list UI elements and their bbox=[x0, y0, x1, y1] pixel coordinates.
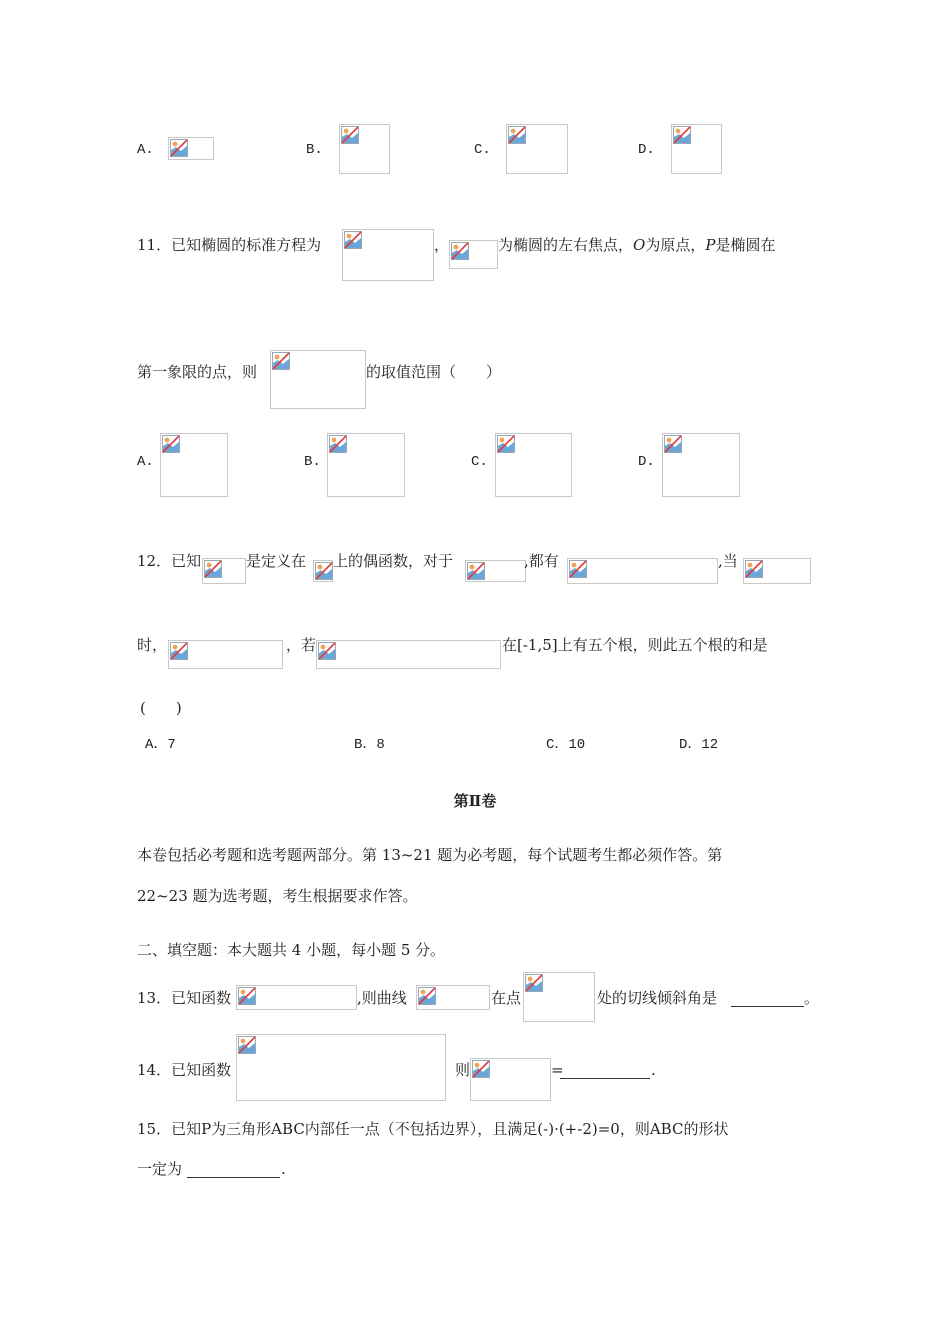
q14-text-mid: 则 bbox=[455, 1061, 471, 1079]
q14-answer-blank bbox=[560, 1077, 650, 1079]
section-description-line1: 本卷包括必考题和选考题两部分。第 13~21 题为必考题，每个试题考生都必须作答。第 bbox=[137, 846, 723, 864]
formula-image-icon bbox=[416, 985, 490, 1010]
formula-image-icon bbox=[339, 124, 390, 174]
formula-image-icon bbox=[168, 640, 283, 669]
broken-image-icon bbox=[318, 642, 336, 660]
fill-heading: 二、填空题：本大题共 4 小题，每小题 5 分。 bbox=[137, 941, 446, 959]
broken-image-icon bbox=[315, 562, 333, 580]
formula-image-icon bbox=[567, 558, 718, 584]
q12-text-4: ,当 bbox=[718, 552, 738, 570]
q14-text-start: 14．已知函数 bbox=[137, 1061, 232, 1079]
q13-answer-blank bbox=[731, 1005, 804, 1007]
q12-text-start: 12．已知 bbox=[137, 552, 202, 570]
q11-line2-start: 第一象限的点，则 bbox=[137, 363, 258, 381]
q10-option-b-label: B. bbox=[306, 142, 323, 158]
broken-image-icon bbox=[170, 139, 188, 157]
broken-image-icon bbox=[673, 126, 691, 144]
formula-image-icon bbox=[327, 433, 405, 497]
formula-image-icon bbox=[236, 1034, 446, 1101]
broken-image-icon bbox=[664, 435, 682, 453]
broken-image-icon bbox=[238, 987, 256, 1005]
q13-period: 。 bbox=[804, 989, 820, 1007]
q12-option-c: C．10 bbox=[546, 737, 586, 753]
broken-image-icon bbox=[472, 1060, 490, 1078]
formula-image-icon bbox=[743, 558, 811, 584]
q12-option-a: A．7 bbox=[145, 737, 176, 753]
formula-image-icon bbox=[202, 558, 246, 584]
q13-text-end: 处的切线倾斜角是 bbox=[597, 989, 718, 1007]
formula-image-icon bbox=[671, 124, 722, 174]
q11-text-start: 11．已知椭圆的标准方程为 bbox=[137, 236, 322, 254]
formula-image-icon bbox=[168, 137, 214, 160]
broken-image-icon bbox=[344, 231, 362, 249]
formula-image-icon bbox=[270, 350, 366, 409]
q10-option-c-label: C. bbox=[474, 142, 491, 158]
broken-image-icon bbox=[162, 435, 180, 453]
formula-image-icon bbox=[313, 560, 333, 582]
formula-image-icon bbox=[449, 240, 498, 269]
broken-image-icon bbox=[508, 126, 526, 144]
formula-image-icon bbox=[495, 433, 572, 497]
section-description-line2: 22~23 题为选考题，考生根据要求作答。 bbox=[137, 887, 418, 905]
broken-image-icon bbox=[341, 126, 359, 144]
q12-paren: ( ) bbox=[140, 699, 182, 717]
q14-equals: = bbox=[551, 1061, 564, 1079]
broken-image-icon bbox=[467, 562, 485, 580]
broken-image-icon bbox=[170, 642, 188, 660]
formula-image-icon bbox=[523, 972, 595, 1022]
broken-image-icon bbox=[525, 974, 543, 992]
q12-text-2: 上的偶函数，对于 bbox=[333, 552, 454, 570]
formula-image-icon bbox=[465, 560, 526, 582]
broken-image-icon bbox=[418, 987, 436, 1005]
q15-text-line1: 15．已知P为三角形ABC内部任一点（不包括边界），且满足(-)·(+-2)=0，则ABC的形状 bbox=[137, 1120, 729, 1138]
broken-image-icon bbox=[497, 435, 515, 453]
q12-line2-end: 在[-1,5]上有五个根，则此五个根的和是 bbox=[502, 636, 768, 654]
q12-option-b: B．8 bbox=[354, 737, 385, 753]
q11-comma: ， bbox=[434, 236, 450, 254]
q15-period: . bbox=[281, 1160, 286, 1178]
formula-image-icon bbox=[160, 433, 228, 497]
formula-image-icon bbox=[316, 640, 501, 669]
q13-text-mid1: ,则曲线 bbox=[357, 989, 407, 1007]
q11-option-c-label: C. bbox=[471, 454, 488, 470]
q12-text-1: 是定义在 bbox=[246, 552, 307, 570]
q15-answer-blank bbox=[187, 1176, 280, 1178]
q14-period: . bbox=[651, 1061, 656, 1079]
q11-option-a-label: A. bbox=[137, 454, 154, 470]
broken-image-icon bbox=[238, 1036, 256, 1054]
q12-text-3: ,都有 bbox=[524, 552, 559, 570]
formula-image-icon bbox=[662, 433, 740, 497]
broken-image-icon bbox=[329, 435, 347, 453]
q11-option-d-label: D. bbox=[638, 454, 655, 470]
q12-option-d: D．12 bbox=[679, 737, 719, 753]
q11-option-b-label: B. bbox=[304, 454, 321, 470]
broken-image-icon bbox=[272, 352, 290, 370]
q11-text-mid: 为椭圆的左右焦点，O为原点，P是椭圆在 bbox=[498, 236, 776, 254]
q10-option-a-label: A. bbox=[137, 142, 154, 158]
broken-image-icon bbox=[204, 560, 222, 578]
q13-text-mid2: 在点 bbox=[491, 989, 522, 1007]
broken-image-icon bbox=[569, 560, 587, 578]
q12-line2-mid: ，若 bbox=[286, 636, 317, 654]
q13-text-start: 13．已知函数 bbox=[137, 989, 232, 1007]
broken-image-icon bbox=[451, 242, 469, 260]
broken-image-icon bbox=[745, 560, 763, 578]
q15-text-line2: 一定为 bbox=[137, 1160, 183, 1178]
q11-line2-end: 的取值范围（ ） bbox=[366, 363, 502, 381]
q12-line2-start: 时， bbox=[137, 636, 168, 654]
section-title: 第Ⅱ卷 bbox=[453, 792, 497, 810]
formula-image-icon bbox=[470, 1058, 551, 1101]
formula-image-icon bbox=[236, 985, 357, 1010]
formula-image-icon bbox=[506, 124, 568, 174]
q10-option-d-label: D. bbox=[638, 142, 655, 158]
formula-image-icon bbox=[342, 229, 434, 281]
